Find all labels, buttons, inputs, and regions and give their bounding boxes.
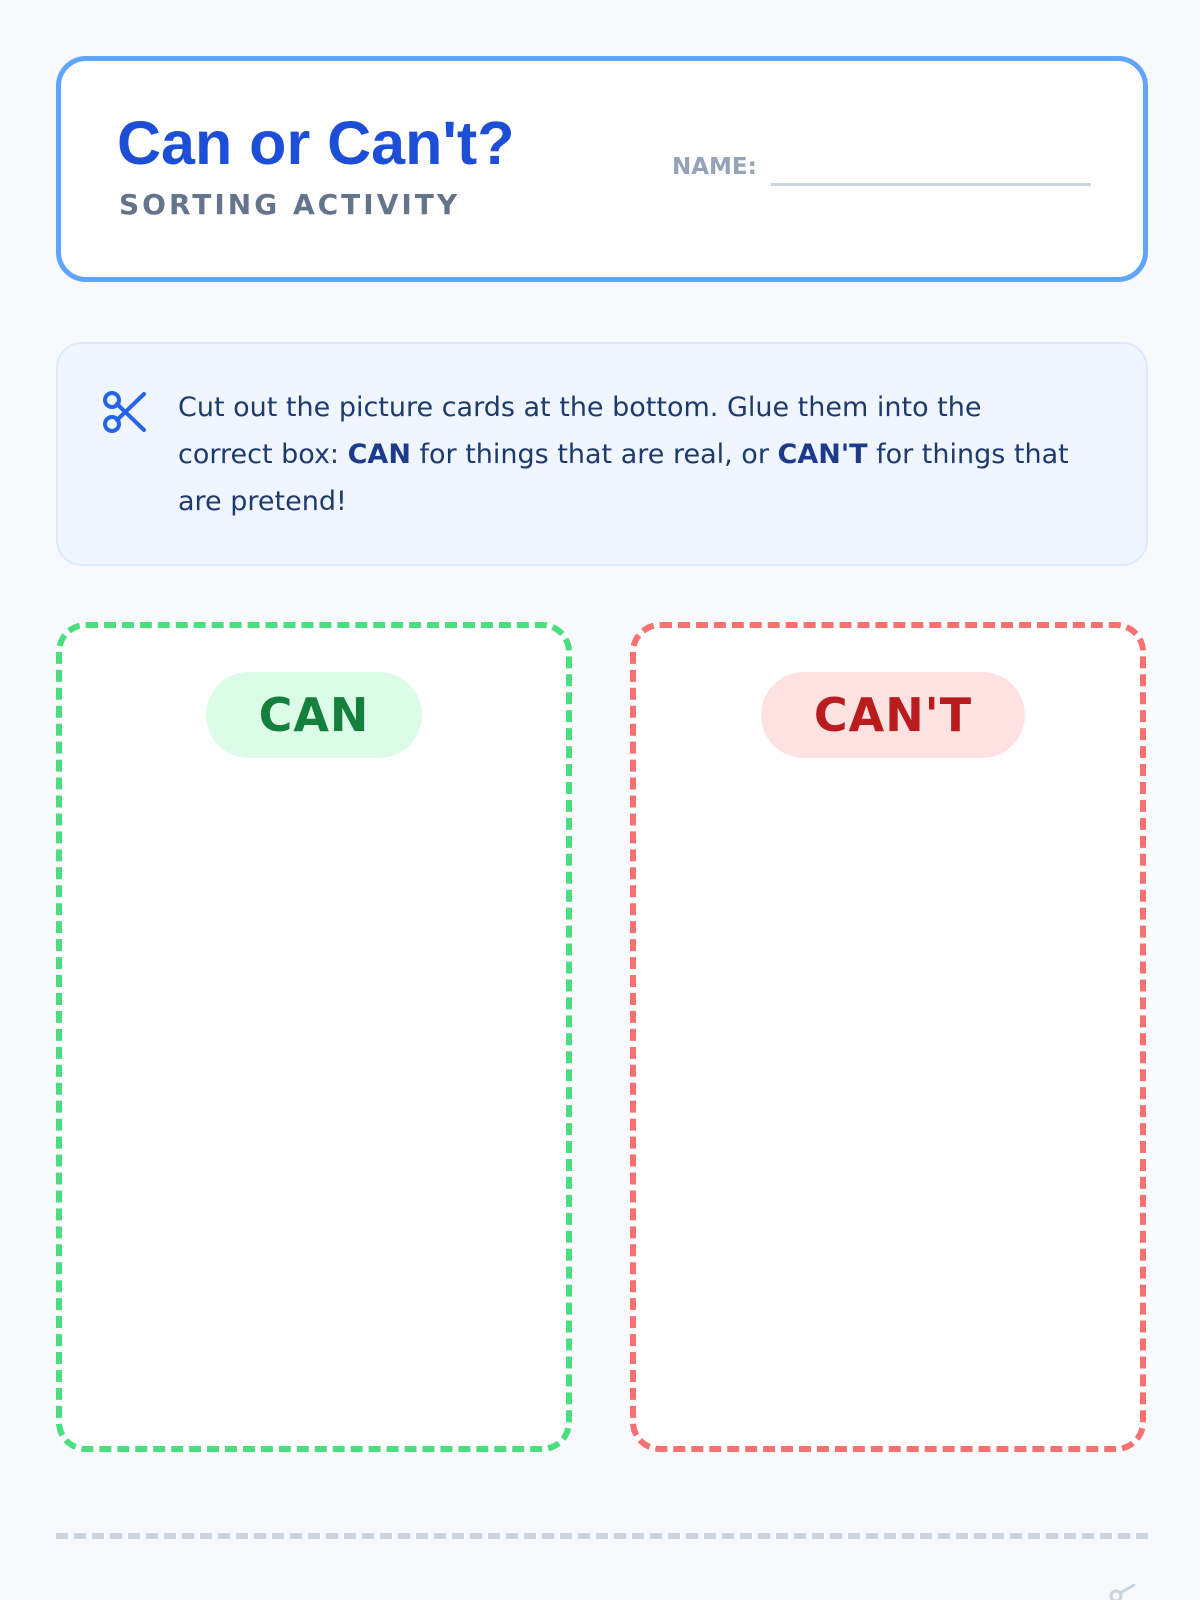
scissors-icon [100,388,148,436]
instructions-text [178,384,1078,525]
header-card [56,56,1148,282]
instructions-box [56,342,1148,566]
scissors-icon-small [1108,1584,1136,1600]
cant-sorting-box[interactable] [630,622,1146,1452]
page-subtitle: SORTING ACTIVITY [119,188,461,221]
instructions-cant-word: CAN'T [777,439,868,470]
instructions-can-word: CAN [347,439,411,470]
can-sorting-box[interactable] [56,622,572,1452]
page-title: Can or Can't? [117,109,515,177]
cant-label: CAN'T [761,672,1025,758]
name-label: NAME: [672,154,757,180]
can-label: CAN [206,672,422,758]
name-field[interactable] [771,183,1091,186]
instructions-part-3: for things that are pretend! [178,439,1069,517]
cut-line [56,1533,1148,1539]
instructions-part-1: Cut out the picture cards at the bottom. Glue them into the correct box: [178,392,982,470]
instructions-part-2: for things that are real, or [410,439,778,470]
